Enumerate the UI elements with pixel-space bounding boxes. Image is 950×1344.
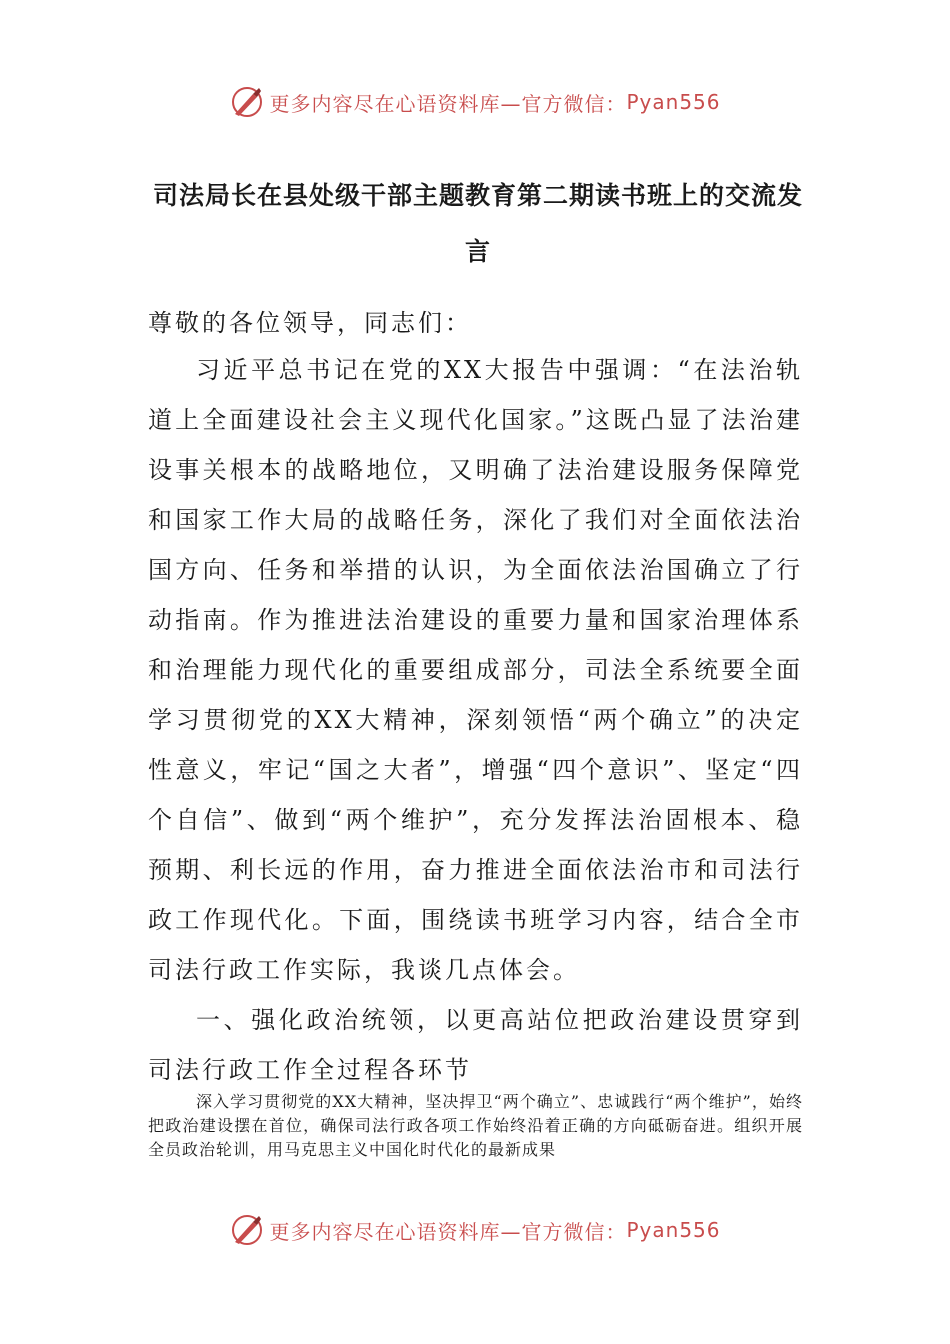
watermark-text: 更多内容尽在心语资料库—官方微信： [269,91,627,116]
watermark-banner-top [0,80,950,124]
watermark-text: 更多内容尽在心语资料库—官方微信： [269,1219,627,1244]
pen-logo-icon [229,1212,265,1248]
salutation: 尊敬的各位领导，同志们： [148,309,472,337]
paragraph-section-1: 深入学习贯彻党的XX大精神，坚决捍卫“两个确立”、忠诚践行“两个维护”，始终把政治建设摆在首位，确保司法行政各项工作始终沿着正确的方向砥砺奋进。组织开展全员政治轮训，用马克思主义中国化时代化的最新成果 [148,1092,803,1159]
paragraph-intro: 习近平总书记在党的XX大报告中强调：“在法治轨道上全面建设社会主义现代化国家。”这既凸显了法治建设事关根本的战略地位，又明确了法治建设服务保障党和国家工作大局的战略任务，深化了我们对全面依法治国方向、任务和举措的认识，为全面依法治国确立了行动指南。作为推进法治建设的重要力量和国家治理体系和治理能力现代化的重要组成部分，司法全系统要全面学习贯彻党的XX大精神，深刻领悟“两个确立”的决定性意义，牢记“国之大者”，增强“四个意识”、坚定“四个自信”、做到“两个维护”，充分发挥法治固根本、稳预期、利长远的作用，奋力推进全面依法治市和司法行政工作现代化。下面，围绕读书班学习内容，结合全市司法行政工作实际，我谈几点体会。 [148,356,803,984]
watermark-banner-bottom [0,1208,950,1252]
watermark-wechat-id: Pyan556 [626,1218,721,1242]
pen-logo-icon [229,84,265,120]
watermark-wechat-id: Pyan556 [626,90,721,114]
section-heading-1: 一、强化政治统领，以更高站位把政治建设贯穿到司法行政工作全过程各环节 [148,1006,803,1084]
document-title: 司法局长在县处级干部主题教育第二期读书班上的交流发言 [152,181,803,266]
